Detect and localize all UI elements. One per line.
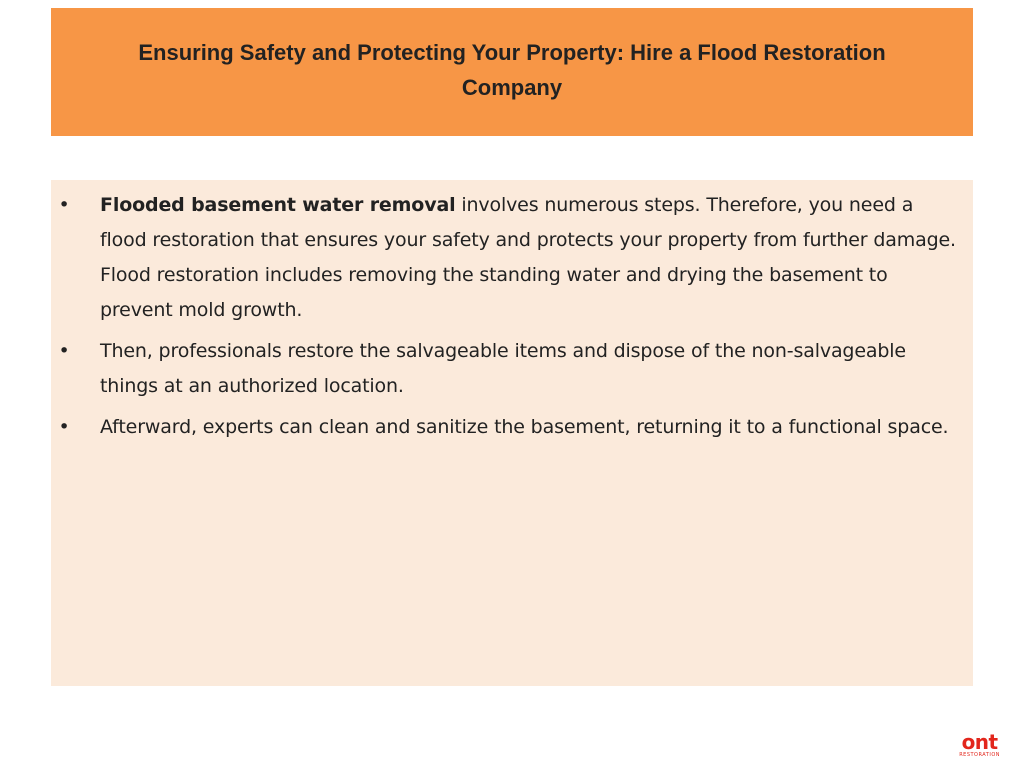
logo-subtitle: RESTORATION bbox=[959, 752, 1000, 758]
content-panel bbox=[51, 180, 973, 686]
title-banner bbox=[51, 8, 973, 136]
bullet-1-text: involves numerous steps. Therefore, you need a flood restoration that ensures your safety and protects your property from further damage. Flood restoration includes removing the standing water and drying the basement to prevent mold growth. bbox=[100, 194, 956, 321]
slide-title: Ensuring Safety and Protecting Your Property: Hire a Flood Restoration Company bbox=[138, 40, 886, 100]
bullet-list bbox=[51, 188, 959, 445]
bullet-2-text: Then, professionals restore the salvageable items and dispose of the non-salvageable things at an authorized location. bbox=[100, 340, 906, 397]
bullet-item-3 bbox=[51, 410, 959, 445]
bullet-icon: • bbox=[58, 340, 70, 362]
bullet-1-bold-text: Flooded basement water removal bbox=[100, 194, 456, 216]
logo-mark: ont bbox=[961, 730, 998, 754]
bullet-item-2 bbox=[51, 334, 959, 404]
bullet-3-text: Afterward, experts can clean and sanitize the basement, returning it to a functional space. bbox=[100, 416, 949, 438]
company-logo bbox=[959, 732, 1000, 758]
bullet-item-1 bbox=[51, 188, 959, 328]
bullet-icon: • bbox=[58, 194, 70, 216]
bullet-icon: • bbox=[58, 416, 70, 438]
